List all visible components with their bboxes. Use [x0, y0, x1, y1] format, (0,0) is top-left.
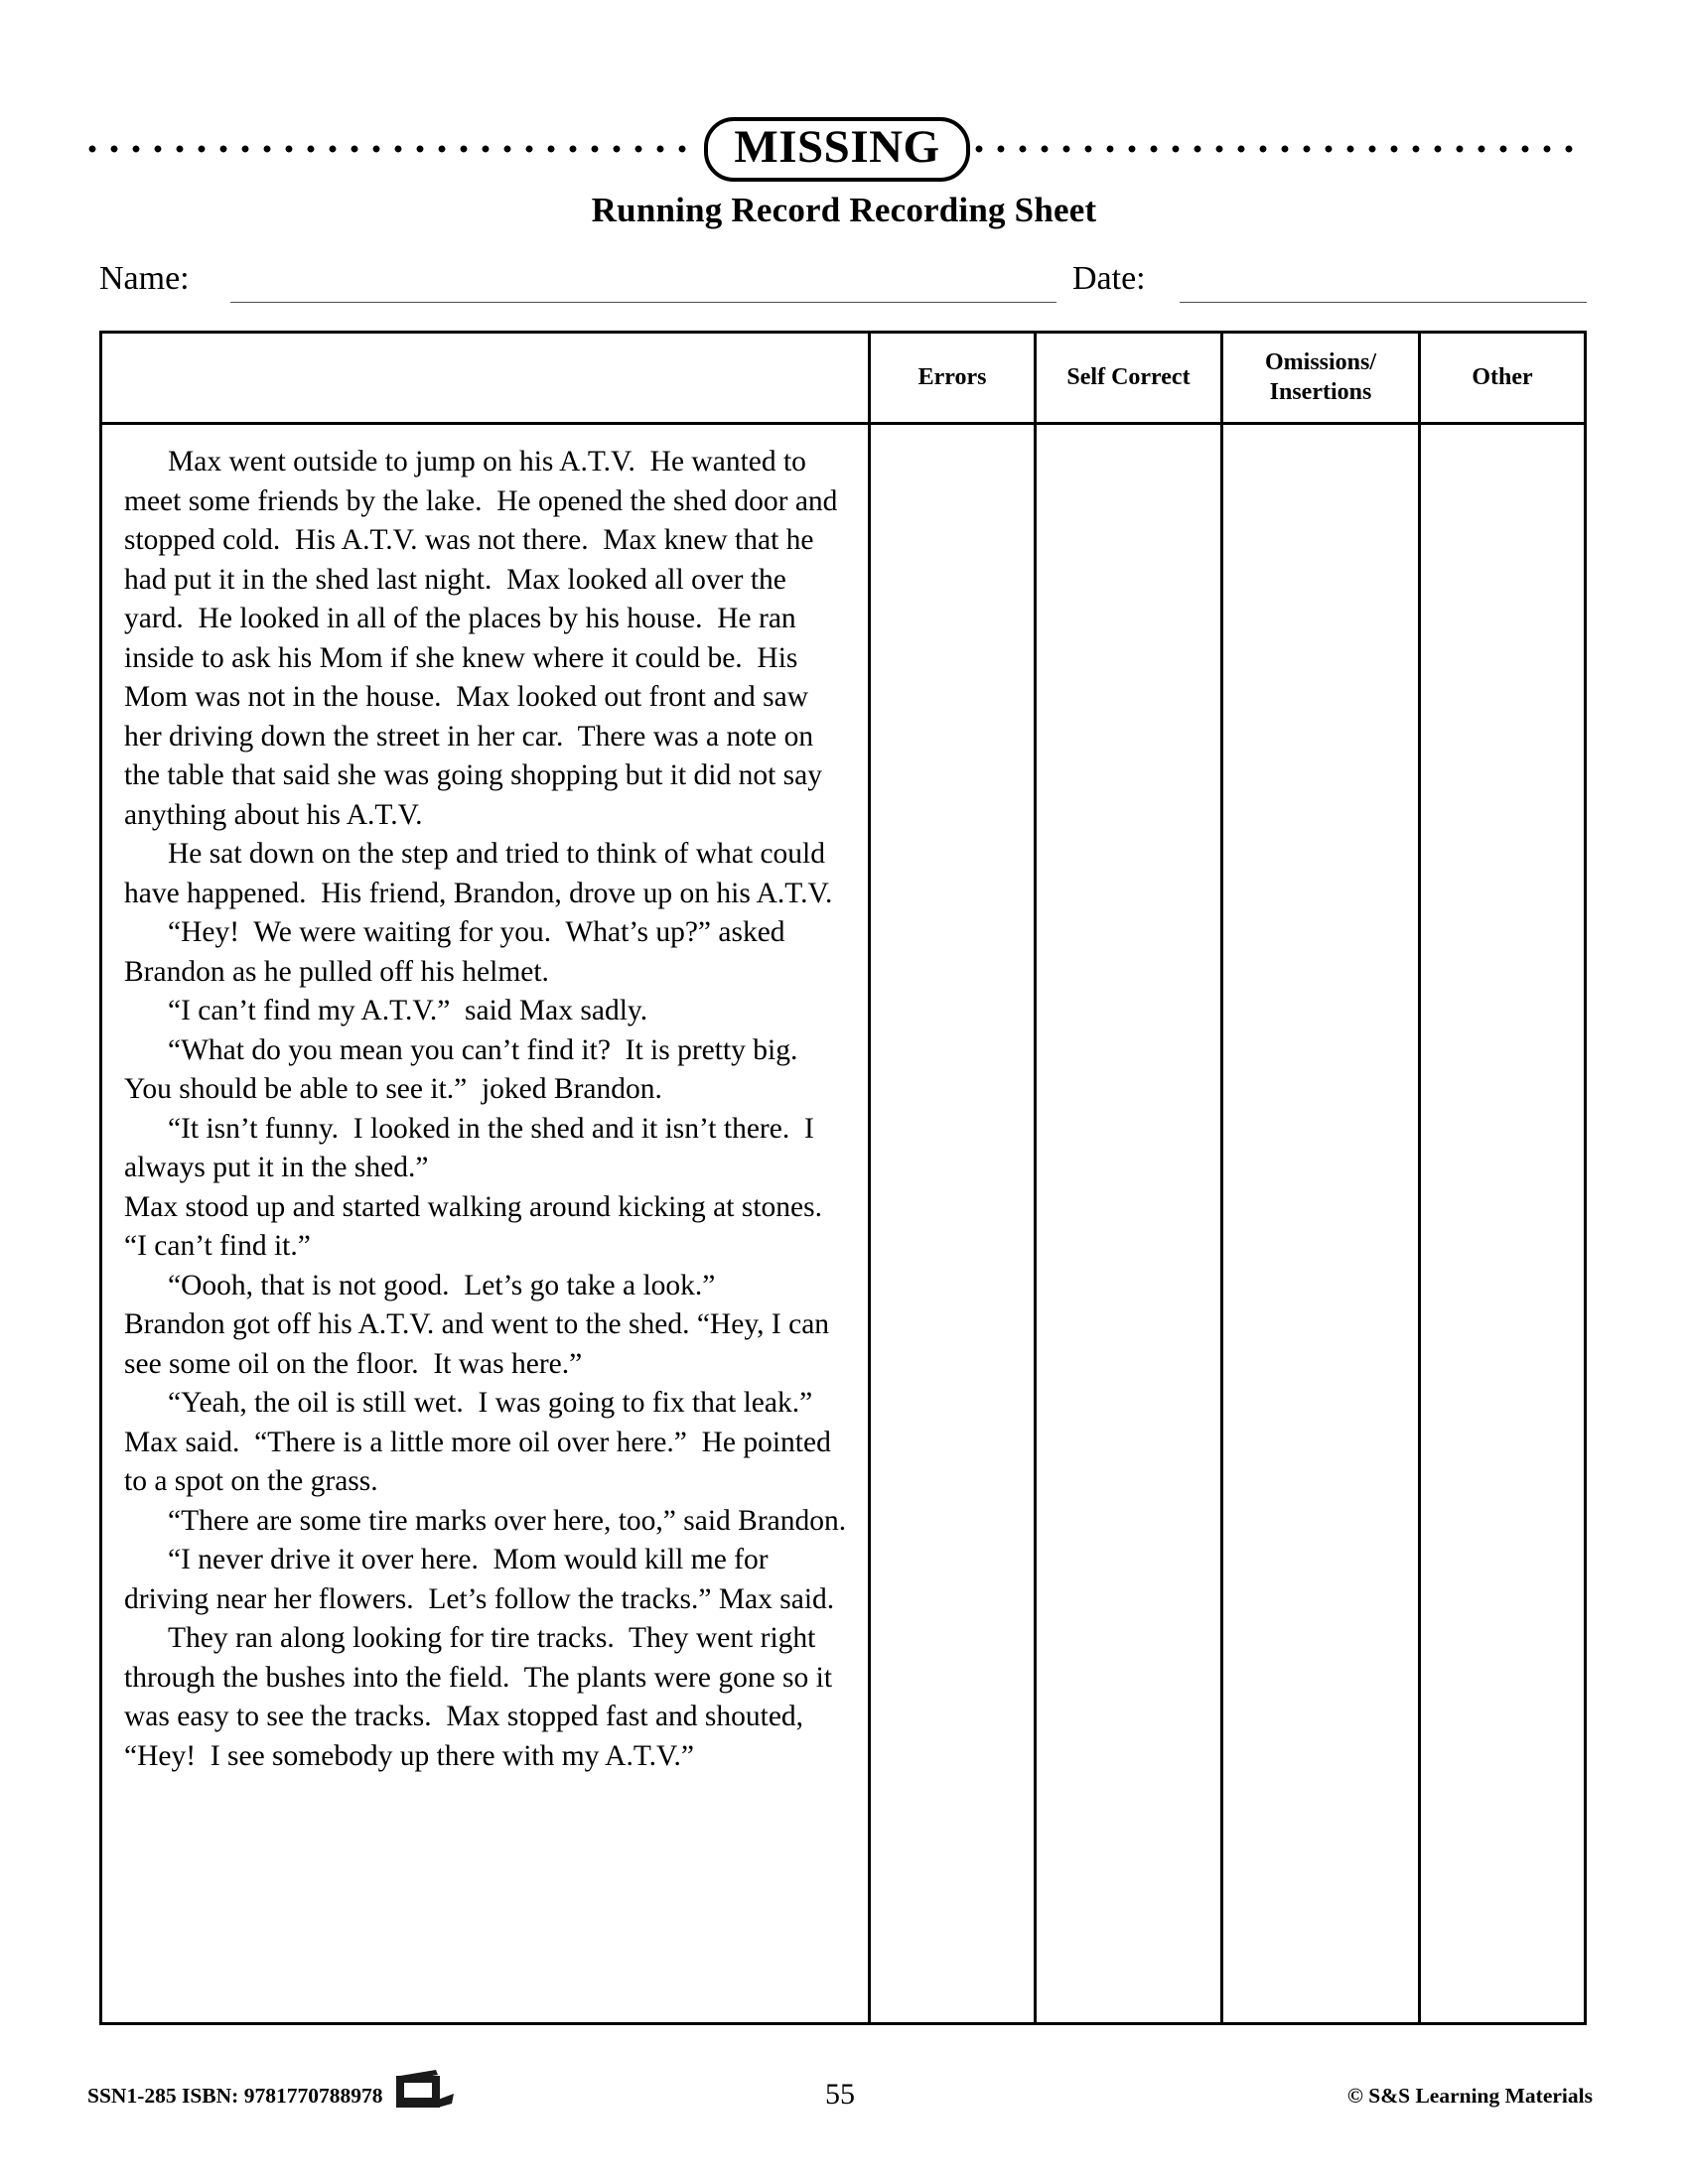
passage-paragraph: Brandon got off his A.T.V. and went to the shed. “Hey, I can see some oil on the floor. It was here.” — [124, 1308, 837, 1380]
passage-paragraph: “Yeah, the oil is still wet. I was going to fix that leak.” Max said. “There is a little more oil over here.” He pointed to a spot on the grass. — [124, 1387, 839, 1497]
dotted-line-icon-left — [87, 144, 700, 155]
reading-passage — [102, 425, 868, 1776]
other-cell[interactable] — [1418, 425, 1584, 2022]
self-correct-cell[interactable] — [1034, 425, 1220, 2022]
date-label: Date: — [1072, 260, 1146, 297]
passage-paragraph: Max stood up and started walking around kicking at stones. “I can’t find it.” — [124, 1190, 837, 1262]
header-banner — [87, 119, 1587, 179]
footer-copyright: © S&S Learning Materials — [1346, 2084, 1593, 2108]
passage-paragraph: They ran along looking for tire tracks. They went right through the bushes into the field. The plants were gone so it was easy to see the tracks. Max stopped fast and shouted, “Hey! I see somebody up there with my A.T.V.” — [124, 1622, 840, 1772]
self-correct-column-header: Self Correct — [1034, 334, 1220, 422]
student-info-row — [99, 260, 1589, 306]
passage-paragraph: “It isn’t funny. I looked in the shed and it isn’t there. I always put it in the shed.” — [124, 1112, 822, 1183]
missing-title-badge: MISSING — [704, 117, 969, 182]
passage-paragraph: He sat down on the step and tried to think of what could have happened. His friend, Brandon, drove up on his A.T.V. — [124, 838, 833, 909]
errors-cell[interactable] — [868, 425, 1034, 2022]
passage-column-header — [102, 334, 868, 422]
passage-paragraph: “Hey! We were waiting for you. What’s up?” asked Brandon as he pulled off his helmet. — [124, 916, 792, 988]
name-input[interactable] — [230, 302, 1056, 303]
page-title: Running Record Recording Sheet — [591, 191, 1097, 229]
omissions-insertions-column-header: Omissions/ Insertions — [1220, 334, 1418, 422]
omissions-insertions-cell[interactable] — [1220, 425, 1418, 2022]
errors-column-header: Errors — [868, 334, 1034, 422]
date-input[interactable] — [1180, 302, 1587, 303]
passage-paragraph: “I can’t find my A.T.V.” said Max sadly. — [168, 995, 648, 1026]
table-body-row — [102, 425, 1584, 2022]
page-number: 55 — [825, 2078, 855, 2111]
other-column-header: Other — [1418, 334, 1584, 422]
footer-isbn: SSN1-285 ISBN: 9781770788978 — [87, 2084, 383, 2108]
passage-paragraph: Max went outside to jump on his A.T.V. He wanted to meet some friends by the lake. He opened the shed door and stopped cold. His A.T.V. was not there. Max knew that he had put it in the shed last night. Max looked all over the yard. He looked in all of the places by his house. He ran inside to ask his Mom if she knew where it could be. His Mom was not in the house. Max looked out front and saw her driving down the street in her car. There was a note on the table that said she was going shopping but it did not say anything about his A.T.V. — [124, 446, 845, 831]
name-label: Name: — [99, 260, 190, 297]
passage-paragraph: “There are some tire marks over here, too,” said Brandon. — [168, 1504, 847, 1537]
passage-paragraph: “I never drive it over here. Mom would kill me for driving near her flowers. Let’s follow the tracks.” Max said. — [124, 1544, 835, 1615]
dotted-line-icon-right — [974, 144, 1587, 155]
passage-paragraph: “What do you mean you can’t find it? It is pretty big. You should be able to see it.” joked Brandon. — [124, 1033, 812, 1105]
passage-paragraph: “Oooh, that is not good. Let’s go take a look.” — [168, 1269, 716, 1301]
page-footer — [87, 2078, 1593, 2125]
table-header-row — [102, 334, 1584, 425]
running-record-table — [99, 331, 1587, 2025]
passage-cell — [102, 425, 868, 2022]
